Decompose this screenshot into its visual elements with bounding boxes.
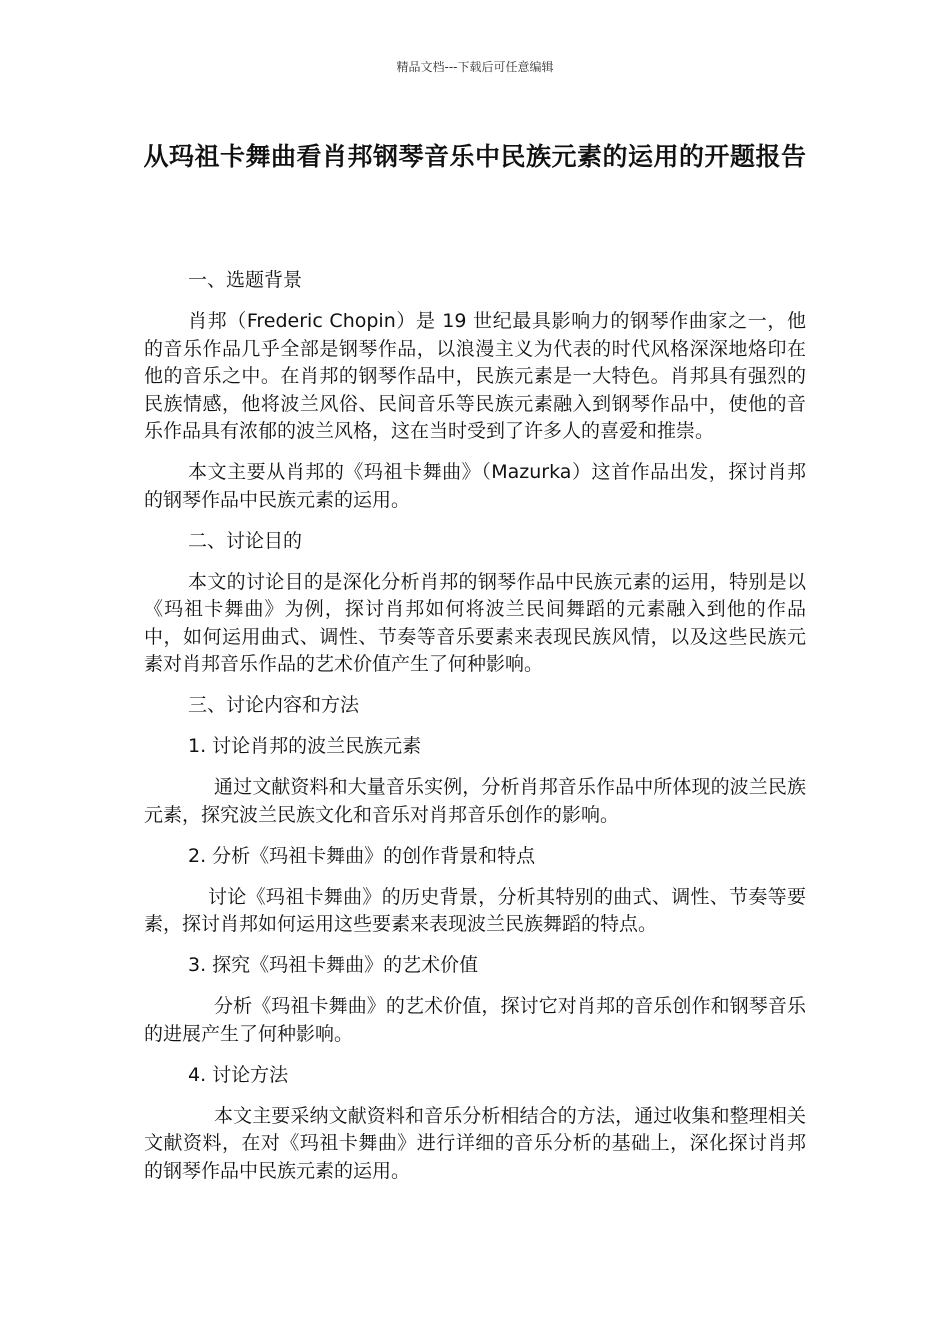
section-heading-content-methods: 三、讨论内容和方法 [188,694,360,716]
paragraph-purpose: 本文的讨论目的是深化分析肖邦的钢琴作品中民族元素的运用，特别是以《玛祖卡舞曲》为例，探讨肖邦如何将波兰民间舞蹈的元素融入到他的作品中，如何运用曲式、调性、节奏等音乐要素来表现民族风情，以及这些民族元素对肖邦音乐作品的艺术价值产生了何种影响。 [144,570,806,675]
subsection-heading-4: 4. 讨论方法 [188,1063,289,1086]
subsection-text-2: 讨论《玛祖卡舞曲》的历史背景，分析其特别的曲式、调性、节奏等要素，探讨肖邦如何运用这些要素来表现波兰民族舞蹈的特点。 [144,885,806,935]
paragraph-background-1: 肖邦（Frederic Chopin）是 19 世纪最具影响力的钢琴作曲家之一，他的音乐作品几乎全部是钢琴作品，以浪漫主义为代表的时代风格深深地烙印在他的音乐之中。在肖邦的钢琴作品中，民族元素是一大特色。肖邦具有强烈的民族情感，他将波兰风俗、民间音乐等民族元素融入到钢琴作品中，使他的音乐作品具有浓郁的波兰风格，这在当时受到了许多人的喜爱和推崇。 [144,310,806,442]
section-heading-background: 一、选题背景 [188,269,303,291]
subsection-heading-1: 1. 讨论肖邦的波兰民族元素 [188,735,422,757]
section-heading-purpose: 二、讨论目的 [188,529,303,552]
header-note: 精品文档---下载后可任意编辑 [396,60,554,74]
subsection-text-3: 分析《玛祖卡舞曲》的艺术价值，探讨它对肖邦的音乐创作和钢琴音乐的进展产生了何种影响。 [144,995,806,1045]
subsection-heading-2: 2. 分析《玛祖卡舞曲》的创作背景和特点 [188,844,536,867]
document-title: 从玛祖卡舞曲看肖邦钢琴音乐中民族元素的运用的开题报告 [143,142,807,171]
paragraph-background-2: 本文主要从肖邦的《玛祖卡舞曲》（Mazurka）这首作品出发，探讨肖邦的钢琴作品中民族元素的运用。 [144,461,806,511]
subsection-text-4: 本文主要采纳文献资料和音乐分析相结合的方法，通过收集和整理相关文献资料，在对《玛祖卡舞曲》进行详细的音乐分析的基础上，深化探讨肖邦的钢琴作品中民族元素的运用。 [144,1104,806,1182]
subsection-heading-3: 3. 探究《玛祖卡舞曲》的艺术价值 [188,954,479,976]
subsection-text-1: 通过文献资料和大量音乐实例，分析肖邦音乐作品中所体现的波兰民族元素，探究波兰民族文化和音乐对肖邦音乐创作的影响。 [144,776,806,826]
document-body [144,267,806,1199]
